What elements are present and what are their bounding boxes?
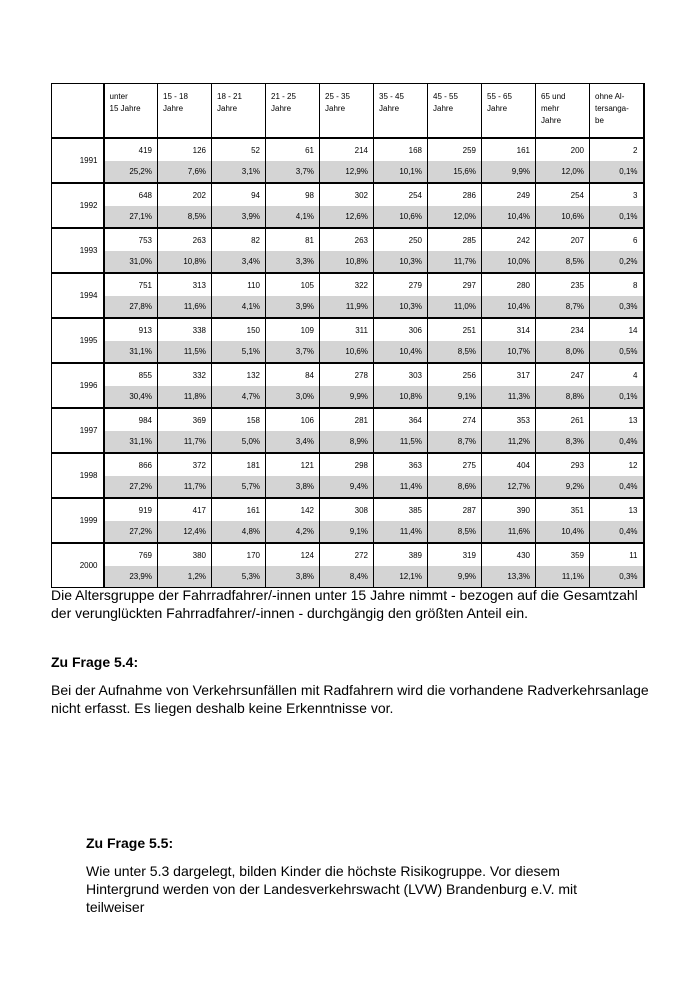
count-cell: 389 [374, 543, 428, 566]
percent-cell: 11,8% [158, 386, 212, 408]
year-cell: 1998 [52, 453, 104, 498]
count-cell: 11 [590, 543, 644, 566]
percent-cell: 11,4% [374, 476, 428, 498]
percent-cell: 15,6% [428, 161, 482, 183]
percent-cell: 8,0% [536, 341, 590, 363]
count-cell: 161 [212, 498, 266, 521]
count-cell: 314 [482, 318, 536, 341]
count-cell: 372 [158, 453, 212, 476]
count-cell: 293 [536, 453, 590, 476]
percent-cell: 12,0% [428, 206, 482, 228]
year-cell: 2000 [52, 543, 104, 588]
count-cell: 308 [320, 498, 374, 521]
count-cell: 4 [590, 363, 644, 386]
count-cell: 866 [104, 453, 158, 476]
count-cell: 332 [158, 363, 212, 386]
percent-cell: 12,6% [320, 206, 374, 228]
column-header: 65 und mehr Jahre [536, 84, 590, 139]
count-cell: 207 [536, 228, 590, 251]
count-cell: 161 [482, 138, 536, 161]
percent-cell: 11,2% [482, 431, 536, 453]
count-cell: 855 [104, 363, 158, 386]
count-cell: 2 [590, 138, 644, 161]
percent-cell: 10,8% [320, 251, 374, 273]
count-cell: 13 [590, 408, 644, 431]
percent-cell: 4,1% [266, 206, 320, 228]
count-cell: 984 [104, 408, 158, 431]
count-cell: 369 [158, 408, 212, 431]
count-cell: 110 [212, 273, 266, 296]
percent-cell: 11,7% [158, 476, 212, 498]
percent-cell: 12,0% [536, 161, 590, 183]
percent-cell: 25,2% [104, 161, 158, 183]
percent-row [52, 521, 644, 543]
percent-row [52, 431, 644, 453]
percent-cell: 9,1% [320, 521, 374, 543]
percent-cell: 11,7% [158, 431, 212, 453]
percent-cell: 27,2% [104, 476, 158, 498]
count-cell: 263 [158, 228, 212, 251]
count-cell: 168 [374, 138, 428, 161]
percent-cell: 8,4% [320, 566, 374, 588]
percent-cell: 9,1% [428, 386, 482, 408]
count-cell: 286 [428, 183, 482, 206]
percent-cell: 0,4% [590, 476, 644, 498]
percent-cell: 10,6% [320, 341, 374, 363]
count-cell: 279 [374, 273, 428, 296]
percent-cell: 10,4% [482, 296, 536, 318]
percent-cell: 5,1% [212, 341, 266, 363]
count-cell: 303 [374, 363, 428, 386]
count-cell: 313 [158, 273, 212, 296]
year-cell: 1993 [52, 228, 104, 273]
year-cell: 1996 [52, 363, 104, 408]
percent-cell: 8,5% [158, 206, 212, 228]
column-header: 35 - 45 Jahre [374, 84, 428, 139]
percent-cell: 0,1% [590, 206, 644, 228]
column-header: 21 - 25 Jahre [266, 84, 320, 139]
count-cell: 430 [482, 543, 536, 566]
percent-cell: 4,8% [212, 521, 266, 543]
count-cell: 158 [212, 408, 266, 431]
percent-cell: 11,6% [482, 521, 536, 543]
percent-cell: 12,4% [158, 521, 212, 543]
percent-cell: 10,6% [374, 206, 428, 228]
percent-cell: 0,3% [590, 296, 644, 318]
percent-cell: 11,0% [428, 296, 482, 318]
count-cell: 6 [590, 228, 644, 251]
count-cell: 404 [482, 453, 536, 476]
percent-cell: 8,6% [428, 476, 482, 498]
count-cell: 81 [266, 228, 320, 251]
percent-row [52, 386, 644, 408]
percent-cell: 27,2% [104, 521, 158, 543]
percent-cell: 8,5% [536, 251, 590, 273]
percent-cell: 5,0% [212, 431, 266, 453]
percent-cell: 4,2% [266, 521, 320, 543]
count-cell: 150 [212, 318, 266, 341]
count-cell: 263 [320, 228, 374, 251]
percent-cell: 11,3% [482, 386, 536, 408]
percent-cell: 12,1% [374, 566, 428, 588]
count-cell: 105 [266, 273, 320, 296]
count-row [52, 228, 644, 251]
count-cell: 251 [428, 318, 482, 341]
column-header: 18 - 21 Jahre [212, 84, 266, 139]
count-cell: 61 [266, 138, 320, 161]
count-row [52, 363, 644, 386]
percent-cell: 3,8% [266, 566, 320, 588]
count-cell: 181 [212, 453, 266, 476]
count-cell: 13 [590, 498, 644, 521]
percent-cell: 11,1% [536, 566, 590, 588]
count-row [52, 453, 644, 476]
percent-cell: 9,4% [320, 476, 374, 498]
count-cell: 8 [590, 273, 644, 296]
count-cell: 3 [590, 183, 644, 206]
percent-cell: 3,4% [266, 431, 320, 453]
percent-cell: 8,3% [536, 431, 590, 453]
percent-cell: 11,5% [158, 341, 212, 363]
count-cell: 272 [320, 543, 374, 566]
count-cell: 364 [374, 408, 428, 431]
count-cell: 250 [374, 228, 428, 251]
count-cell: 214 [320, 138, 374, 161]
percent-cell: 9,9% [320, 386, 374, 408]
year-cell: 1994 [52, 273, 104, 318]
count-cell: 311 [320, 318, 374, 341]
percent-cell: 0,4% [590, 431, 644, 453]
count-cell: 259 [428, 138, 482, 161]
percent-cell: 3,4% [212, 251, 266, 273]
percent-row [52, 161, 644, 183]
percent-cell: 0,1% [590, 161, 644, 183]
percent-cell: 27,1% [104, 206, 158, 228]
count-cell: 297 [428, 273, 482, 296]
count-cell: 94 [212, 183, 266, 206]
percent-cell: 0,3% [590, 566, 644, 588]
count-cell: 419 [104, 138, 158, 161]
percent-cell: 11,6% [158, 296, 212, 318]
count-cell: 751 [104, 273, 158, 296]
percent-cell: 10,4% [482, 206, 536, 228]
count-cell: 919 [104, 498, 158, 521]
count-cell: 351 [536, 498, 590, 521]
count-cell: 298 [320, 453, 374, 476]
percent-cell: 31,0% [104, 251, 158, 273]
percent-cell: 10,8% [374, 386, 428, 408]
count-cell: 109 [266, 318, 320, 341]
percent-cell: 9,9% [428, 566, 482, 588]
percent-cell: 10,0% [482, 251, 536, 273]
percent-cell: 5,7% [212, 476, 266, 498]
percent-row [52, 251, 644, 273]
count-cell: 359 [536, 543, 590, 566]
percent-cell: 9,2% [536, 476, 590, 498]
percent-cell: 10,3% [374, 296, 428, 318]
question-5-4-answer: Bei der Aufnahme von Verkehrsunfällen mit Radfahrern wird die vorhandene Radverkehrsanlage nicht erfasst. Es liegen deshalb keine Erkenntnisse vor. [51, 682, 649, 716]
column-header: 45 - 55 Jahre [428, 84, 482, 139]
percent-cell: 3,3% [266, 251, 320, 273]
count-cell: 753 [104, 228, 158, 251]
count-cell: 247 [536, 363, 590, 386]
percent-cell: 5,3% [212, 566, 266, 588]
year-cell: 1999 [52, 498, 104, 543]
count-cell: 417 [158, 498, 212, 521]
percent-cell: 3,1% [212, 161, 266, 183]
percent-cell: 0,4% [590, 521, 644, 543]
percent-cell: 10,1% [374, 161, 428, 183]
count-cell: 302 [320, 183, 374, 206]
count-cell: 84 [266, 363, 320, 386]
percent-cell: 31,1% [104, 431, 158, 453]
percent-cell: 30,4% [104, 386, 158, 408]
count-row [52, 498, 644, 521]
count-cell: 261 [536, 408, 590, 431]
count-cell: 234 [536, 318, 590, 341]
count-row [52, 273, 644, 296]
count-cell: 256 [428, 363, 482, 386]
year-cell: 1992 [52, 183, 104, 228]
count-cell: 124 [266, 543, 320, 566]
percent-cell: 10,8% [158, 251, 212, 273]
count-cell: 363 [374, 453, 428, 476]
percent-cell: 8,7% [428, 431, 482, 453]
percent-cell: 8,5% [428, 521, 482, 543]
percent-cell: 3,7% [266, 161, 320, 183]
year-cell: 1991 [52, 138, 104, 183]
percent-cell: 27,8% [104, 296, 158, 318]
column-header: 55 - 65 Jahre [482, 84, 536, 139]
count-cell: 275 [428, 453, 482, 476]
count-cell: 280 [482, 273, 536, 296]
table-header-stub [52, 84, 104, 139]
percent-cell: 0,1% [590, 386, 644, 408]
count-cell: 287 [428, 498, 482, 521]
percent-cell: 11,4% [374, 521, 428, 543]
question-5-5-heading: Zu Frage 5.5: [86, 835, 174, 851]
percent-cell: 8,9% [320, 431, 374, 453]
count-cell: 98 [266, 183, 320, 206]
count-cell: 319 [428, 543, 482, 566]
count-cell: 126 [158, 138, 212, 161]
count-row [52, 183, 644, 206]
column-header: unter 15 Jahre [104, 84, 158, 139]
percent-cell: 4,7% [212, 386, 266, 408]
percent-cell: 11,7% [428, 251, 482, 273]
count-cell: 353 [482, 408, 536, 431]
count-cell: 385 [374, 498, 428, 521]
count-row [52, 408, 644, 431]
count-cell: 278 [320, 363, 374, 386]
percent-cell: 8,8% [536, 386, 590, 408]
count-cell: 132 [212, 363, 266, 386]
percent-cell: 1,2% [158, 566, 212, 588]
count-cell: 235 [536, 273, 590, 296]
count-cell: 202 [158, 183, 212, 206]
percent-cell: 9,9% [482, 161, 536, 183]
count-cell: 254 [536, 183, 590, 206]
count-cell: 52 [212, 138, 266, 161]
percent-cell: 10,4% [536, 521, 590, 543]
count-cell: 769 [104, 543, 158, 566]
summary-paragraph: Die Altersgruppe der Fahrradfahrer/-innen unter 15 Jahre nimmt - bezogen auf die Gesamtzahl der verunglückten Fahrradfahrer/-innen - durchgängig den größten Anteil ein. [51, 587, 638, 621]
percent-cell: 12,9% [320, 161, 374, 183]
column-header: 15 - 18 Jahre [158, 84, 212, 139]
percent-row [52, 341, 644, 363]
count-row [52, 138, 644, 161]
count-cell: 338 [158, 318, 212, 341]
count-row [52, 318, 644, 341]
count-cell: 274 [428, 408, 482, 431]
percent-row [52, 296, 644, 318]
table-body [52, 138, 644, 588]
percent-cell: 10,3% [374, 251, 428, 273]
count-cell: 121 [266, 453, 320, 476]
percent-cell: 8,7% [536, 296, 590, 318]
year-cell: 1997 [52, 408, 104, 453]
percent-cell: 12,7% [482, 476, 536, 498]
percent-cell: 3,7% [266, 341, 320, 363]
count-cell: 82 [212, 228, 266, 251]
percent-cell: 11,5% [374, 431, 428, 453]
percent-cell: 10,4% [374, 341, 428, 363]
count-cell: 200 [536, 138, 590, 161]
percent-cell: 10,7% [482, 341, 536, 363]
count-cell: 285 [428, 228, 482, 251]
percent-row [52, 476, 644, 498]
count-cell: 142 [266, 498, 320, 521]
percent-cell: 8,5% [428, 341, 482, 363]
percent-row [52, 206, 644, 228]
count-cell: 106 [266, 408, 320, 431]
table-header-row [52, 84, 644, 139]
count-cell: 913 [104, 318, 158, 341]
percent-cell: 10,6% [536, 206, 590, 228]
percent-cell: 4,1% [212, 296, 266, 318]
count-cell: 14 [590, 318, 644, 341]
percent-cell: 3,8% [266, 476, 320, 498]
count-row [52, 543, 644, 566]
column-header: 25 - 35 Jahre [320, 84, 374, 139]
percent-cell: 23,9% [104, 566, 158, 588]
percent-cell: 3,9% [266, 296, 320, 318]
count-cell: 170 [212, 543, 266, 566]
percent-cell: 0,2% [590, 251, 644, 273]
percent-cell: 3,9% [212, 206, 266, 228]
count-cell: 317 [482, 363, 536, 386]
year-cell: 1995 [52, 318, 104, 363]
count-cell: 281 [320, 408, 374, 431]
percent-row [52, 566, 644, 588]
question-5-5-answer: Wie unter 5.3 dargelegt, bilden Kinder die höchste Risikogruppe. Vor diesem Hintergrund werden von der Landesverkehrswacht (LVW) Brandenburg e.V. mit teilweiser [86, 863, 578, 915]
count-cell: 648 [104, 183, 158, 206]
percent-cell: 3,0% [266, 386, 320, 408]
count-cell: 306 [374, 318, 428, 341]
count-cell: 249 [482, 183, 536, 206]
question-5-4-heading: Zu Frage 5.4: [51, 654, 139, 670]
count-cell: 254 [374, 183, 428, 206]
percent-cell: 0,5% [590, 341, 644, 363]
age-group-table [51, 83, 643, 588]
count-cell: 380 [158, 543, 212, 566]
percent-cell: 7,6% [158, 161, 212, 183]
percent-cell: 11,9% [320, 296, 374, 318]
count-cell: 322 [320, 273, 374, 296]
percent-cell: 13,3% [482, 566, 536, 588]
column-header: ohne Al- tersanga- be [590, 84, 644, 139]
count-cell: 12 [590, 453, 644, 476]
count-cell: 242 [482, 228, 536, 251]
percent-cell: 31,1% [104, 341, 158, 363]
count-cell: 390 [482, 498, 536, 521]
